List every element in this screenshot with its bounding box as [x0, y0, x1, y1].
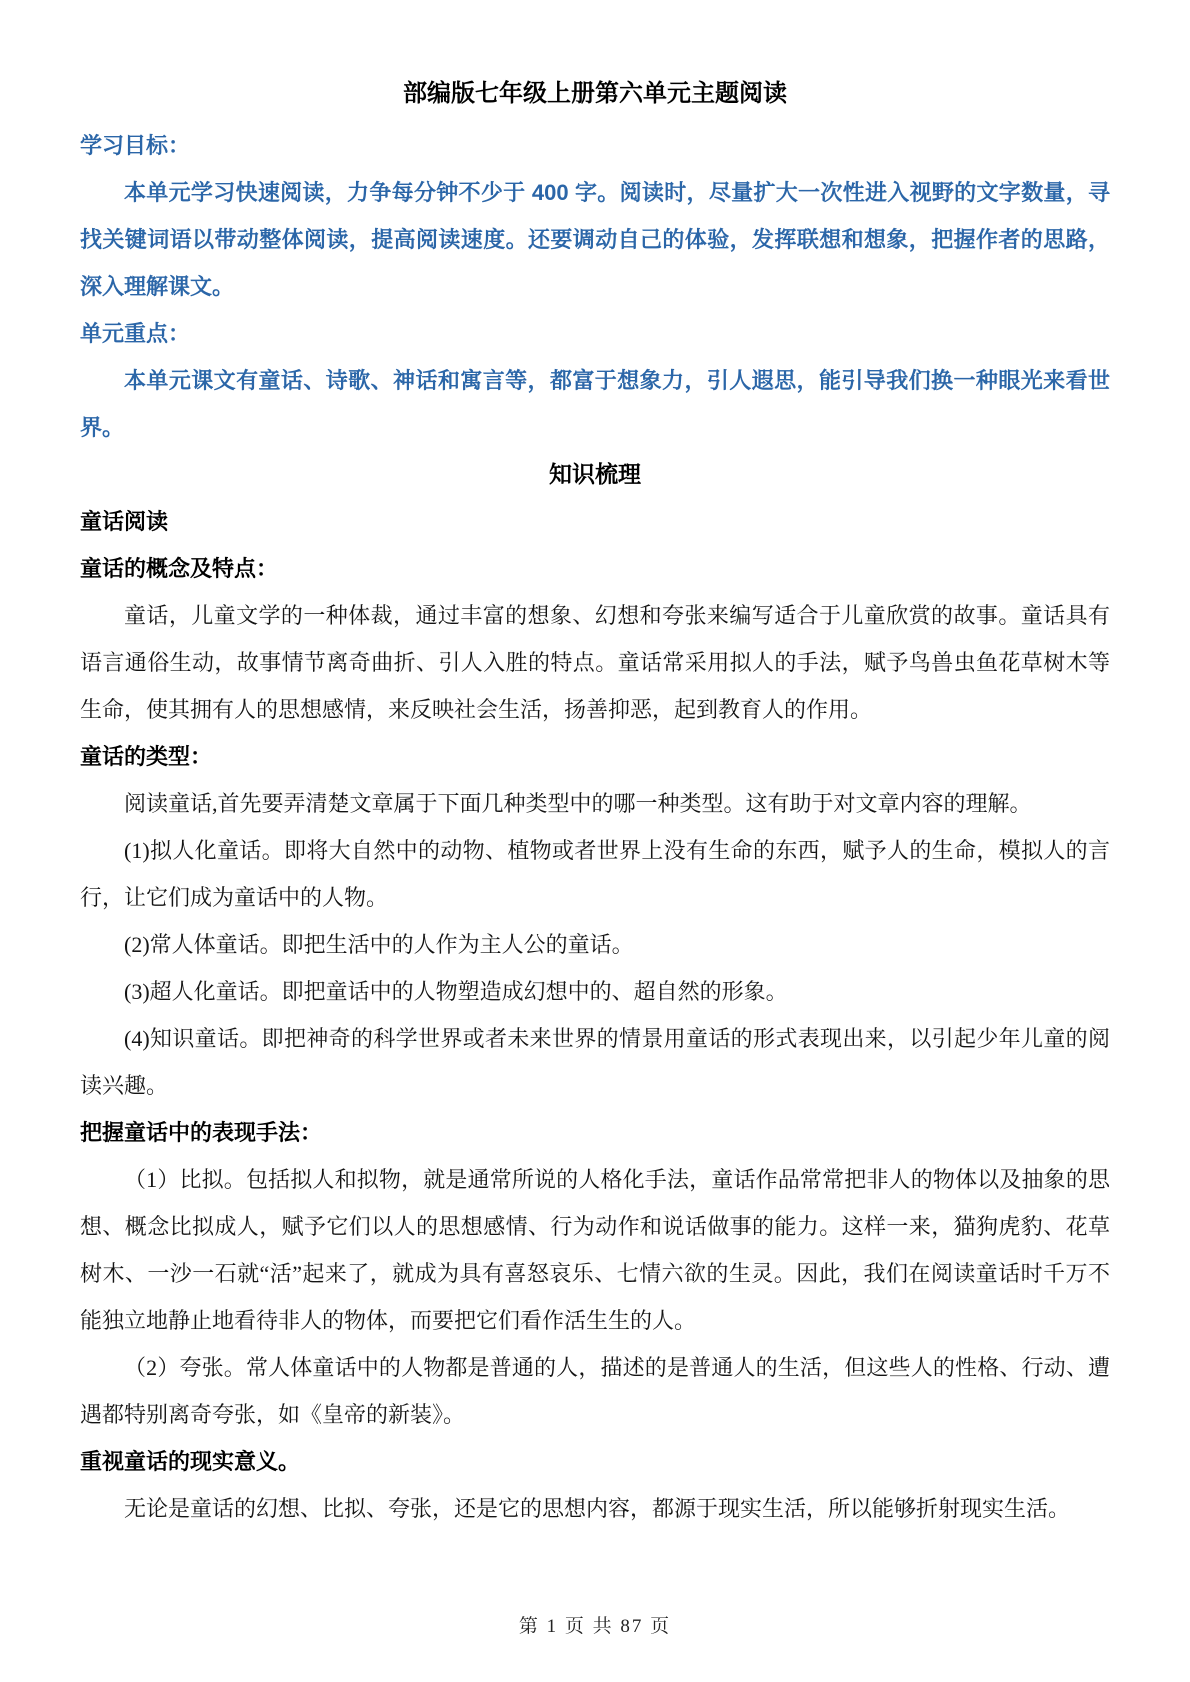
page-number: 第 1 页 共 87 页: [518, 1616, 672, 1637]
page-title: 部编版七年级上册第六单元主题阅读: [403, 80, 787, 107]
paragraph-types-intro: 阅读童话,首先要弄清楚文章属于下面几种类型中的哪一种类型。这有助于对文章内容的理解。: [124, 791, 1032, 816]
section-heading-fairytale-reading: 童话阅读: [80, 509, 169, 534]
heading-fairytale-types: 童话的类型：: [80, 744, 213, 769]
unit-focus-paragraph: 本单元课文有童话、诗歌、神话和寓言等，都富于想象力，引人遐思，能引导我们换一种眼光来看世界。: [80, 368, 1110, 440]
heading-fairytale-concept: 童话的概念及特点：: [80, 556, 279, 581]
learning-goals-paragraph: 本单元学习快速阅读，力争每分钟不少于 400 字。阅读时，尽量扩大一次性进入视野的文字数量，寻找关键词语以带动整体阅读，提高阅读速度。还要调动自己的体验，发挥联想和想象，把握作者的思路，深入理解课文。: [80, 180, 1110, 299]
paragraph-type-superhuman: (3)超人化童话。即把童话中的人物塑造成幻想中的、超自然的形象。: [124, 979, 788, 1004]
heading-realistic-significance: 重视童话的现实意义。: [80, 1449, 301, 1474]
paragraph-technique-analogy: （1）比拟。包括拟人和拟物，就是通常所说的人格化手法，童话作品常常把非人的物体以及抽象的思想、概念比拟成人，赋予它们以人的思想感情、行为动作和说话做事的能力。这样一来，猫狗虎豹、花草树木、一沙一石就“活”起来了，就成为具有喜怒哀乐、七情六欲的生灵。因此，我们在阅读童话时千万不能独立地静止地看待非人的物体，而要把它们看作活生生的人。: [80, 1167, 1110, 1333]
paragraph-type-personified: (1)拟人化童话。即将大自然中的动物、植物或者世界上没有生命的东西，赋予人的生命，模拟人的言行，让它们成为童话中的人物。: [80, 838, 1110, 910]
unit-focus-heading: 单元重点：: [80, 321, 191, 346]
paragraph-fairytale-concept: 童话，儿童文学的一种体裁，通过丰富的想象、幻想和夸张来编写适合于儿童欣赏的故事。童话具有语言通俗生动，故事情节离奇曲折、引人入胜的特点。童话常采用拟人的手法，赋予鸟兽虫鱼花草树木等生命，使其拥有人的思想感情，来反映社会生活，扬善抑恶，起到教育人的作用。: [80, 603, 1110, 722]
paragraph-technique-exaggeration: （2）夸张。常人体童话中的人物都是普通的人，描述的是普通人的生活，但这些人的性格、行动、遭遇都特别离奇夸张，如《皇帝的新装》。: [80, 1355, 1110, 1427]
heading-expression-techniques: 把握童话中的表现手法：: [80, 1120, 323, 1145]
knowledge-review-title: 知识梳理: [549, 461, 641, 487]
paragraph-type-ordinary-person: (2)常人体童话。即把生活中的人作为主人公的童话。: [124, 932, 634, 957]
learning-goals-heading: 学习目标：: [80, 133, 191, 158]
paragraph-realistic-significance: 无论是童话的幻想、比拟、夸张，还是它的思想内容，都源于现实生活，所以能够折射现实生活。: [124, 1496, 1071, 1521]
paragraph-type-knowledge: (4)知识童话。即把神奇的科学世界或者未来世界的情景用童话的形式表现出来，以引起少年儿童的阅读兴趣。: [80, 1026, 1110, 1098]
